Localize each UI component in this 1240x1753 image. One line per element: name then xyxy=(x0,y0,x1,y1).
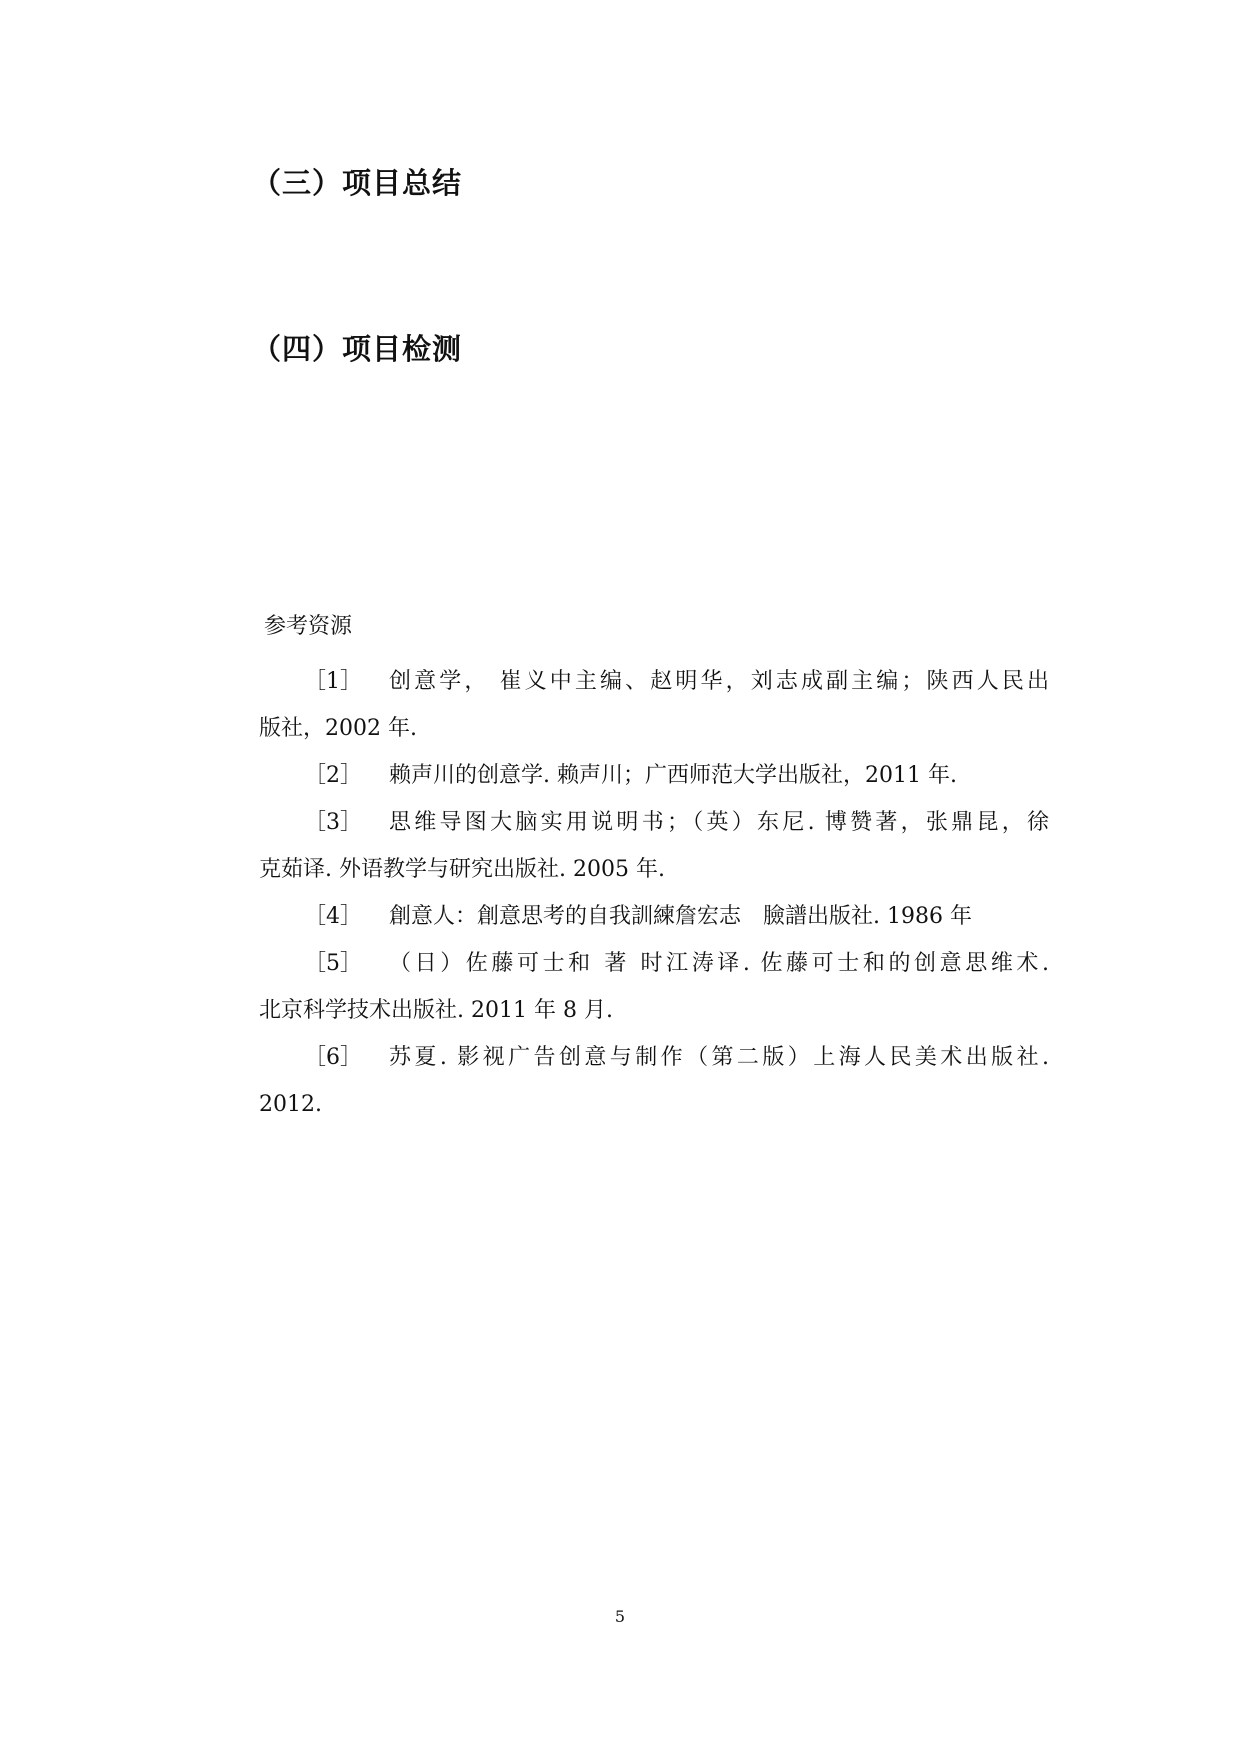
reference-text-line2: 克茹译. 外语教学与研究出版社. 2005 年. xyxy=(259,857,665,882)
reference-number: ［3］ xyxy=(304,810,362,835)
reference-text-line1: 苏夏. 影视广告创意与制作（第二版）上海人民美术出版社. xyxy=(389,1045,1049,1070)
reference-item xyxy=(259,752,1049,799)
reference-text-line1: （日）佐藤可士和 著 时江涛译. 佐藤可士和的创意思维术. xyxy=(389,951,1049,976)
reference-number: ［2］ xyxy=(304,763,362,788)
section-heading-project-test: （四）项目检测 xyxy=(252,332,463,366)
reference-number: ［6］ xyxy=(304,1045,362,1070)
reference-text-line2: 版社，2002 年. xyxy=(259,716,417,741)
reference-item xyxy=(259,1034,1049,1128)
reference-text-line1: 赖声川的创意学. 赖声川；广西师范大学出版社，2011 年. xyxy=(389,763,957,788)
reference-item xyxy=(259,799,1049,893)
references-section xyxy=(259,612,1049,1128)
reference-item xyxy=(259,893,1049,940)
section-heading-project-summary: （三）项目总结 xyxy=(252,166,463,200)
reference-text-line2: 北京科学技术出版社. 2011 年 8 月. xyxy=(259,998,613,1023)
reference-number: ［5］ xyxy=(304,951,362,976)
page-number: 5 xyxy=(614,1607,626,1626)
reference-text-line2: 2012. xyxy=(259,1092,322,1117)
reference-item xyxy=(259,658,1049,752)
reference-text-line1: 创意学， 崔义中主编、赵明华，刘志成副主编；陕西人民出 xyxy=(389,669,1049,694)
references-title: 参考资源 xyxy=(264,614,353,639)
reference-text-line1: 創意人：創意思考的自我訓練詹宏志 臉譜出版社. 1986 年 xyxy=(389,904,972,929)
reference-number: ［1］ xyxy=(304,669,362,694)
reference-item xyxy=(259,940,1049,1034)
reference-text-line1: 思维导图大脑实用说明书；（英）东尼. 博赞著，张鼎昆，徐 xyxy=(389,810,1049,835)
reference-number: ［4］ xyxy=(304,904,362,929)
